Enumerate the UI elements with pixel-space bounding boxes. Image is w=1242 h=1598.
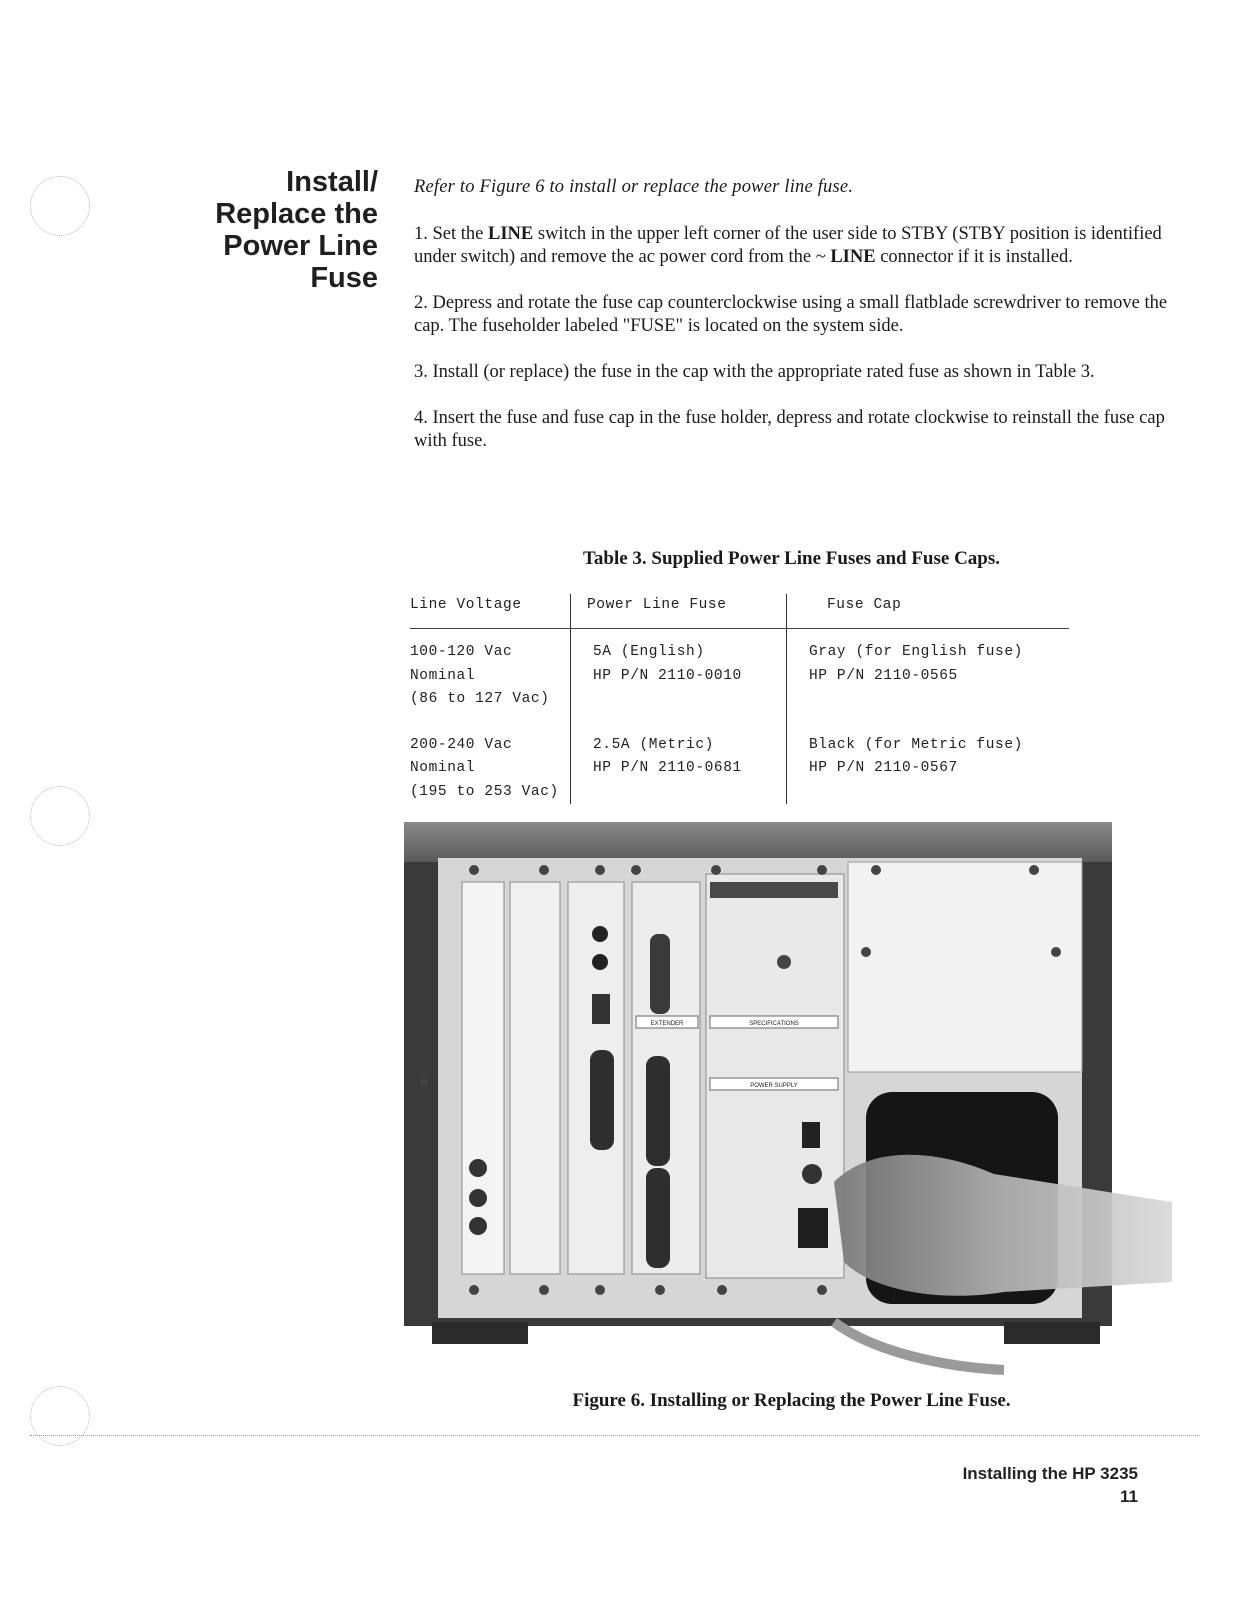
line-connector <box>798 1208 828 1248</box>
table-cell <box>571 629 787 734</box>
table-cell <box>787 629 1070 734</box>
step-text: Set the <box>432 224 488 244</box>
figure-caption: Figure 6. Installing or Replacing the Power Line Fuse. <box>572 1390 1011 1411</box>
cell-line: HP P/N 2110-0567 <box>809 760 958 776</box>
knob <box>592 954 608 970</box>
blank-panel <box>848 862 1082 1072</box>
step-2 <box>414 292 1169 338</box>
step-text: switch in the upper left corner of the user side to STBY (STBY position is identified under switch) and remove the ac power cord from the ~ <box>414 224 1162 267</box>
bnc-connector <box>469 1217 487 1235</box>
page-footer <box>963 1462 1138 1508</box>
table-row <box>410 734 1069 805</box>
punch-hole <box>30 786 90 846</box>
bnc-connector <box>469 1159 487 1177</box>
table-row <box>410 629 1069 734</box>
warning-label <box>710 882 838 898</box>
cell-line: 100-120 Vac <box>410 644 513 660</box>
knob <box>592 926 608 942</box>
panel-label: SPECIFICATIONS <box>749 1021 799 1027</box>
frame-top <box>404 822 1112 862</box>
title-line: Power Line <box>223 230 378 262</box>
table-cell <box>410 629 571 734</box>
table-cell <box>410 734 571 805</box>
title-line: Replace the <box>215 198 378 230</box>
step-number: 4. <box>414 408 428 428</box>
foot-right <box>1004 1322 1100 1344</box>
cell-line: (86 to 127 Vac) <box>410 691 550 707</box>
cell-line: HP P/N 2110-0681 <box>593 760 742 776</box>
step-4 <box>414 407 1169 453</box>
table-cell <box>571 734 787 805</box>
page-divider <box>30 1435 1200 1436</box>
cell-line: 5A (English) <box>593 644 705 660</box>
punch-hole <box>30 176 90 236</box>
cell-line: HP P/N 2110-0010 <box>593 667 742 684</box>
page-number: 11 <box>1120 1487 1138 1506</box>
step-text: Install (or replace) the fuse in the cap with the appropriate rated fuse as shown in Table 3. <box>432 362 1095 382</box>
line-switch <box>802 1122 820 1148</box>
step-1 <box>414 223 1169 269</box>
bnc-connector <box>469 1189 487 1207</box>
step-number: 1. <box>414 224 428 244</box>
panel-label: POWER SUPPLY <box>750 1083 798 1089</box>
intro-paragraph: Refer to Figure 6 to install or replace the power line fuse. <box>414 177 854 197</box>
column-header: Power Line Fuse <box>571 594 787 629</box>
cell-line: HP P/N 2110-0565 <box>809 667 958 684</box>
step-number: 3. <box>414 362 428 382</box>
cell-line: 200-240 Vac <box>410 736 513 753</box>
card-slot <box>510 882 560 1274</box>
cell-line: Gray (for English fuse) <box>809 644 1023 660</box>
table-header-row <box>410 594 1069 629</box>
d-sub-connector <box>590 1050 614 1150</box>
d-sub-connector <box>650 934 670 1014</box>
column-header: Line Voltage <box>410 594 571 629</box>
step-3 <box>414 361 1169 384</box>
cell-line: Nominal <box>410 760 476 776</box>
title-line: Fuse <box>310 262 378 294</box>
step-number: 2. <box>414 293 428 313</box>
table-cell <box>787 734 1070 805</box>
cell-line: 2.5A (Metric) <box>593 736 714 753</box>
punch-hole <box>30 1386 90 1446</box>
line-keyword: LINE <box>830 247 876 267</box>
footer-title: Installing the HP 3235 <box>962 1464 1138 1483</box>
panel-label: EXTENDER <box>650 1021 684 1027</box>
foot-left <box>432 1322 528 1344</box>
fuse-table <box>410 594 1069 804</box>
fuse-holder <box>802 1164 822 1184</box>
figure-6-photo <box>404 822 1172 1378</box>
d-sub-connector <box>646 1056 670 1166</box>
line-keyword: LINE <box>488 224 534 244</box>
column-header: Fuse Cap <box>787 594 1070 629</box>
d-sub-connector <box>646 1168 670 1268</box>
cell-line: Nominal <box>410 667 476 684</box>
card-slot <box>462 882 504 1274</box>
body-text <box>414 176 1169 476</box>
title-line: Install/ <box>286 166 378 198</box>
connector <box>592 994 610 1024</box>
power-cord <box>834 1322 1004 1370</box>
section-title <box>170 166 378 294</box>
cell-line: (195 to 253 Vac) <box>410 783 559 800</box>
step-text: Insert the fuse and fuse cap in the fuse holder, depress and rotate clockwise to reinstall the fuse cap with fuse. <box>414 408 1165 451</box>
table-caption: Table 3. Supplied Power Line Fuses and Fuse Caps. <box>582 548 1001 569</box>
hand <box>834 1155 1172 1296</box>
cell-line: Black (for Metric fuse) <box>809 736 1023 753</box>
step-text: connector if it is installed. <box>875 247 1073 267</box>
step-text: Depress and rotate the fuse cap counterclockwise using a small flatblade screwdriver to remove the cap. The fuseholder labeled "FUSE" is located on the system side. <box>414 293 1168 336</box>
